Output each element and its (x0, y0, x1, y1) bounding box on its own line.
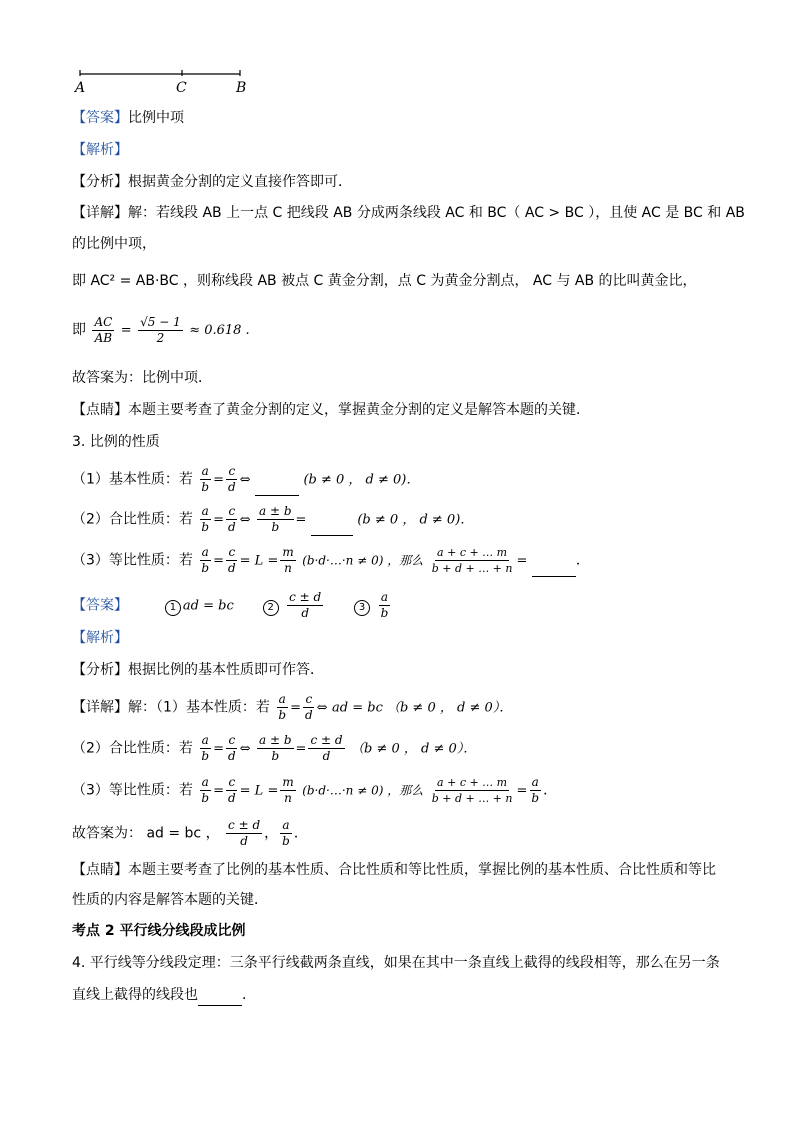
dianjing-text-1: 本题主要考查了比例的基本性质、合比性质和等比性质，掌握比例的基本性质、合比性质和等比 (128, 862, 716, 878)
q3-property-3: （3）等比性质：若 $\frac{a}{b}$ = $\frac{c}{d}$ = L = $\frac{m}{n}$ (b·d·…·n ≠ 0) ，那么 $\frac{a + c + \dots m}{b + d + \dots + n}$ = ． (72, 545, 590, 575)
point-c-label: C (176, 80, 187, 96)
fenxi-tag: 【分析】 (72, 662, 128, 678)
circle-1-icon: 1 (165, 600, 181, 616)
answer-tag: 【答案】 (72, 110, 128, 126)
q4-line1 (72, 953, 720, 973)
property-label: （3）等比性质：若 (72, 552, 193, 569)
q2-xiangjie-line2 (72, 234, 156, 254)
frac-num: √5 − 1 (140, 314, 181, 329)
q3-dianjing-1 (72, 860, 716, 880)
detail-mid: (b·d·…·n ≠ 0) ，那么 (302, 783, 424, 798)
detail-tail: ad = bc （b ≠ 0 ， d ≠ 0）． (332, 700, 513, 716)
point-a-label: A (75, 80, 86, 96)
answer-text: 比例中项 (128, 110, 184, 126)
property-label: （2）合比性质：若 (72, 511, 193, 528)
q3-answer (72, 590, 392, 622)
circle-2-icon: 2 (263, 600, 279, 616)
q3-conclusion: 故答案为： ad = bc ， $\frac{c \pm d}{d}$ ， $\frac{a}{b}$ ． (72, 818, 308, 848)
q2-xiangjie-line1 (72, 203, 745, 223)
fraction-ac-ab (92, 315, 114, 346)
frac-den: AB (94, 330, 113, 345)
q2-dianjing (72, 400, 590, 420)
xiangjie-text-1: 解：若线段 AB 上一点 C 把线段 AB 分成两条线段 AC 和 BC（ AC > BC ），且使 AC 是 BC 和 AB (128, 205, 745, 221)
detail-label: （3）等比性质：若 (72, 782, 193, 799)
question-title: 3. 比例的性质 (72, 434, 160, 450)
q2-conclusion (72, 368, 212, 388)
q3-property-2: （2）合比性质：若 $\frac{a}{b}$ = $\frac{c}{d}$ ⇔ $\frac{a \pm b}{b}$ = (b ≠ 0 ， d ≠ 0)． (72, 504, 474, 534)
q2-golden-formula: 即 $\frac{AC}{AB}$ = $\frac{√5 - 1}{2}$ ≈ 0.618 . (72, 314, 250, 345)
frac-num: AC (94, 314, 113, 329)
q3-title (72, 432, 160, 452)
detail-label: 解：（1）基本性质：若 (128, 699, 270, 716)
conclusion-text: 故答案为： ad = bc ， (72, 825, 220, 842)
dianjing-tag: 【点睛】 (72, 402, 128, 418)
answer-1: ad = bc (182, 598, 234, 614)
xiangjie-tag: 【详解】 (72, 205, 128, 221)
q3-fenxi (72, 660, 324, 680)
property-tail: (b ≠ 0 ， d ≠ 0)． (303, 472, 420, 488)
xiangjie-text-2: 的比例中项， (72, 236, 156, 252)
detail-tail: （b ≠ 0 ， d ≠ 0）． (351, 741, 477, 757)
answer-blank (198, 985, 242, 1006)
formula-prefix: 即 (72, 322, 86, 338)
answer-3-den: b (380, 606, 389, 620)
point-b-label: B (236, 80, 247, 96)
property-tail: (b ≠ 0 ， d ≠ 0)． (357, 512, 474, 528)
section-heading: 考点 2 平行线分线段成比例 (72, 923, 246, 939)
q4-line2: 直线上截得的线段也 ． (72, 985, 256, 1006)
segment-line (75, 70, 258, 100)
answer-blank (255, 465, 299, 496)
q3-detail-3: （3）等比性质：若 $\frac{a}{b}$ = $\frac{c}{d}$ = L = $\frac{m}{n}$ (b·d·…·n ≠ 0) ，那么 $\frac{a + c + \dots m}{b + d + \dots + n}$ = $\frac{a}{b}$ ． (72, 775, 558, 805)
circle-3-icon: 3 (354, 600, 370, 616)
answer-blank (532, 546, 576, 577)
q2-fenxi (72, 172, 352, 192)
fenxi-text: 根据比例的基本性质即可作答． (128, 662, 324, 678)
fraction-sqrt5 (138, 315, 183, 346)
fenxi-text: 根据黄金分割的定义直接作答即可． (128, 174, 352, 190)
section-title (72, 921, 246, 941)
q2-answer (72, 108, 184, 128)
property-label: （1）基本性质：若 (72, 471, 193, 488)
dianjing-text-2: 性质的内容是解答本题的关键． (72, 892, 268, 908)
q2-xiangjie-line3 (72, 271, 697, 291)
answer-3-num: a (380, 590, 388, 604)
dianjing-text: 本题主要考查了黄金分割的定义，掌握黄金分割的定义是解答本题的关键． (128, 402, 590, 418)
q3-detail-1: 【详解】解：（1）基本性质：若 $\frac{a}{b}$ = $\frac{c}{d}$ ⇔ ad = bc （b ≠ 0 ， d ≠ 0）． (72, 692, 513, 722)
q3-property-1: （1）基本性质：若 $\frac{a}{b}$ = $\frac{c}{d}$ ⇔ (b ≠ 0 ， d ≠ 0)． (72, 464, 420, 494)
q3-detail-2: （2）合比性质：若 $\frac{a}{b}$ = $\frac{c}{d}$ ⇔ $\frac{a \pm b}{b}$ = $\frac{c \pm d}{d}$ （b ≠ 0 ， d ≠ 0）． (72, 733, 477, 763)
xiangjie-tag: 【详解】 (72, 699, 128, 716)
q3-analysis-tag (72, 628, 128, 648)
q2-analysis-tag (72, 140, 128, 160)
answer-2-num: c ± d (289, 590, 322, 604)
answer-blank (311, 505, 353, 536)
q4-text-2: 直线上截得的线段也 (72, 987, 198, 1003)
q4-text-1: 4. 平行线等分线段定理：三条平行线截两条直线，如果在其中一条直线上截得的线段相等，那么在另一条 (72, 955, 720, 971)
formula-tail: ≈ 0.618 . (189, 323, 250, 338)
segment-diagram (75, 70, 258, 104)
q3-dianjing-2 (72, 890, 268, 910)
analysis-tag: 【解析】 (72, 142, 128, 158)
analysis-tag: 【解析】 (72, 630, 128, 646)
fenxi-tag: 【分析】 (72, 174, 128, 190)
frac-den: 2 (156, 330, 165, 345)
conclusion-text: 故答案为：比例中项． (72, 370, 212, 386)
property-mid: (b·d·…·n ≠ 0) ，那么 (302, 553, 424, 568)
xiangjie-text-3: 即 AC² = AB·BC ，则称线段 AB 被点 C 黄金分割，点 C 为黄金分割点， AC 与 AB 的比叫黄金比， (72, 273, 697, 289)
dianjing-tag: 【点睛】 (72, 862, 128, 878)
answer-tag: 【答案】 (72, 597, 128, 614)
detail-label: （2）合比性质：若 (72, 740, 193, 757)
answer-2-den: d (301, 606, 309, 620)
